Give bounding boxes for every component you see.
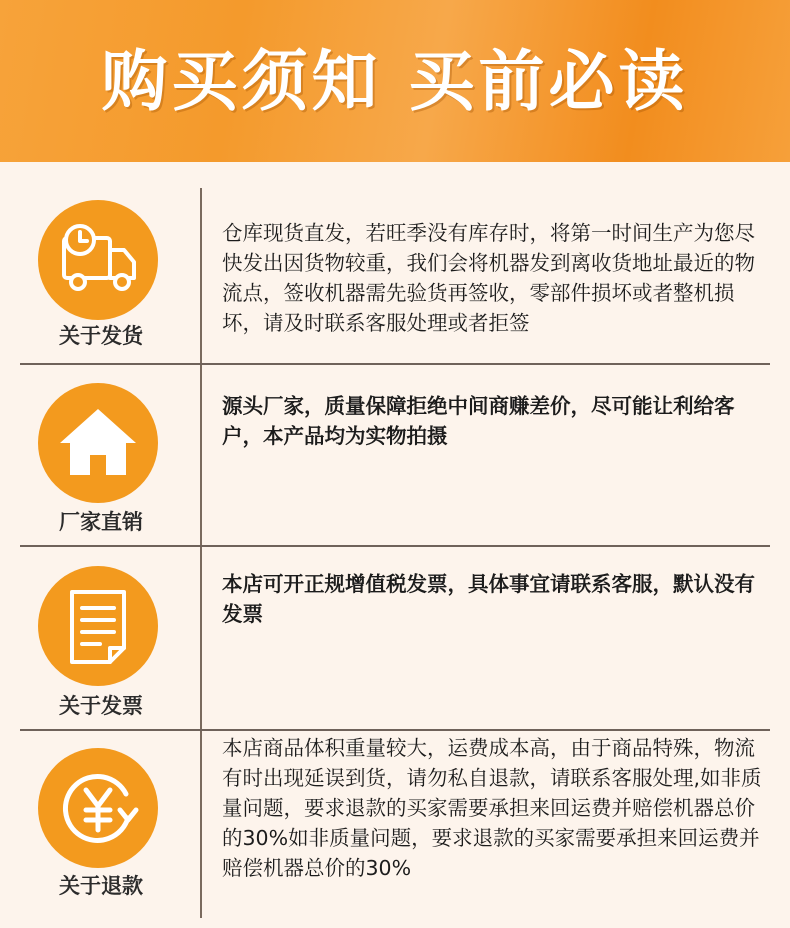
row-divider — [20, 729, 770, 731]
delivery-truck-clock-icon — [38, 200, 158, 320]
section-label-factory-direct: 厂家直销 — [59, 510, 143, 534]
invoice-document-icon — [38, 566, 158, 686]
row-divider — [20, 363, 770, 365]
house-icon — [38, 383, 158, 503]
section-label-shipping: 关于发货 — [59, 324, 143, 348]
row-divider — [20, 545, 770, 547]
section-label-refund: 关于退款 — [59, 874, 143, 898]
header-banner — [0, 0, 790, 162]
section-text-shipping: 仓库现货直发，若旺季没有库存时，将第一时间生产为您尽快发出因货物较重，我们会将机器发到离收货地址最近的物流点，签收机器需先验货再签收，零部件损坏或者整机损坏，请及时联系客服处理或者拒签 — [222, 221, 755, 335]
section-text-invoice: 本店可开正规增值税发票，具体事宜请联系客服，默认没有发票 — [222, 572, 755, 626]
page-title: 购买须知 买前必读 — [101, 43, 689, 120]
column-divider — [200, 188, 202, 918]
section-label-invoice: 关于发票 — [59, 694, 143, 718]
section-text-factory-direct: 源头厂家，质量保障拒绝中间商赚差价，尽可能让利给客户，本产品均为实物拍摄 — [222, 394, 735, 448]
section-text-refund: 本店商品体积重量较大，运费成本高，由于商品特殊，物流有时出现延误到货，请勿私自退款，请联系客服处理,如非质量问题，要求退款的买家需要承担来回运费并赔偿机器总价的30%如非质量问题，要求退款的买家需要承担来回运费并赔偿机器总价的30% — [222, 736, 762, 880]
yuan-refund-icon — [38, 748, 158, 868]
